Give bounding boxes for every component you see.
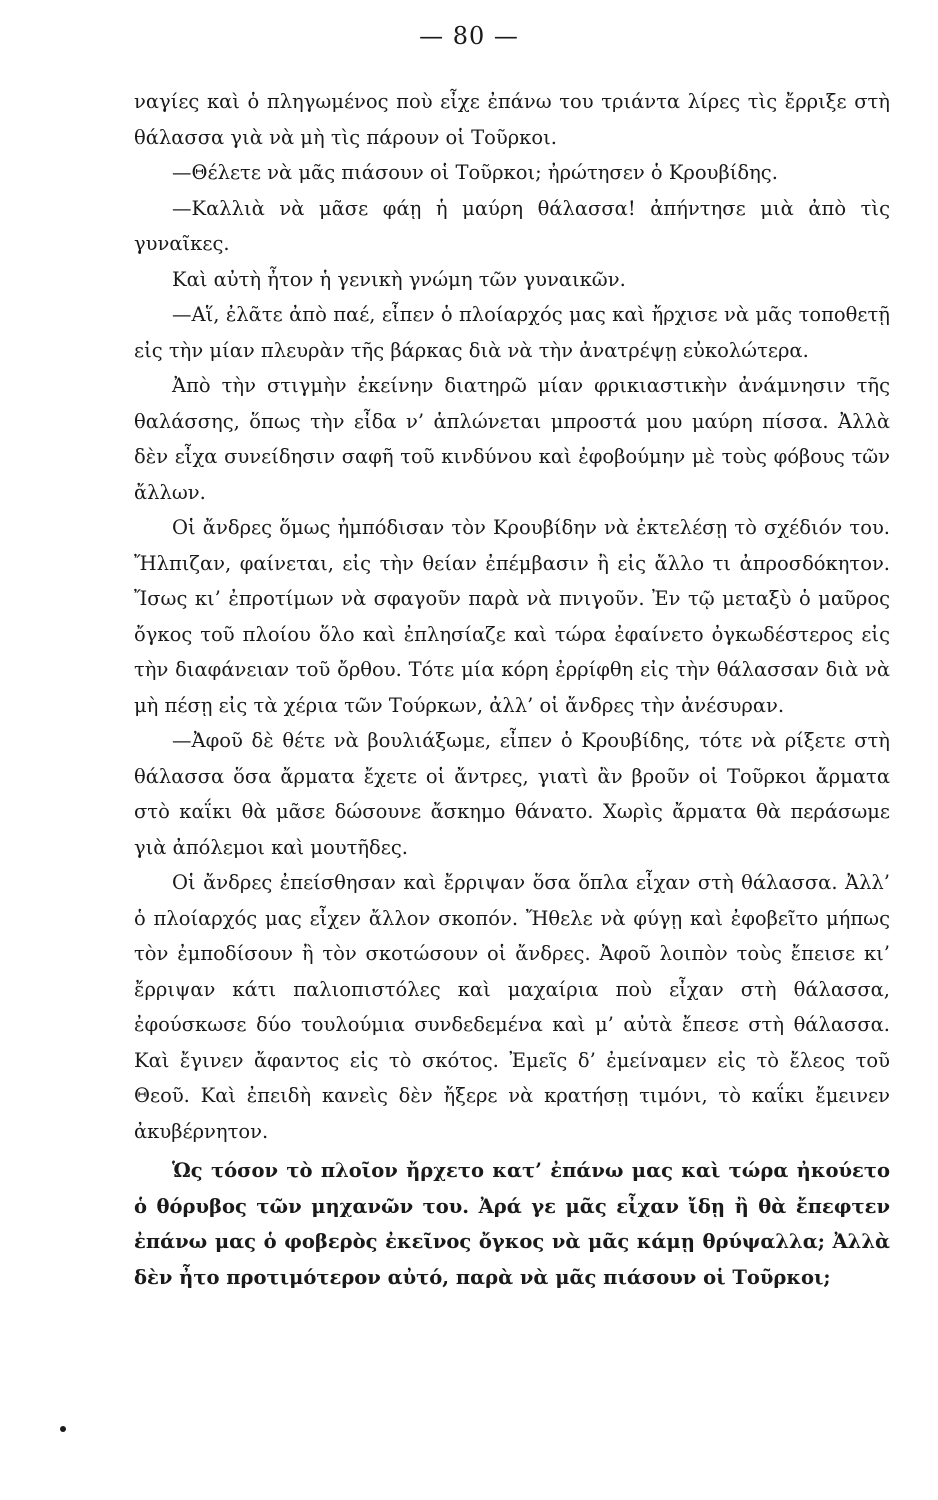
paragraph-3: —Καλλιὰ νὰ μᾶσε φάῃ ἡ μαύρη θάλασσα! ἀπήντησε μιὰ ἀπὸ τὶς γυναῖκες. [134, 196, 890, 255]
paragraph-4: Καὶ αὐτὴ ἦτον ἡ γενικὴ γνώμη τῶν γυναικῶν. [172, 267, 626, 291]
paragraph-8: —Ἀφοῦ δὲ θέτε νὰ βουλιάξωμε, εἶπεν ὁ Κρουβίδης, τότε νὰ ρίξετε στὴ θάλασσα ὅσα ἄρματα ἔχετε οἱ ἄντρες, γιατὶ ἂν βροῦν οἱ Τοῦρκοι ἄρματα στὸ καΐκι θὰ μᾶσε δώσουνε ἄσκημο θάνατο. Χωρὶς ἄρματα θὰ περάσωμε γιὰ ἀπόλεμοι καὶ μουτῆδες. [134, 729, 890, 859]
paragraph-7: Οἱ ἄνδρες ὅμως ἠμπόδισαν τὸν Κρουβίδην νὰ ἐκτελέσῃ τὸ σχέδιόν του. Ἤλπιζαν, φαίνεται, εἰς τὴν θείαν ἐπέμβασιν ἢ εἰς ἄλλο τι ἀπροσδόκητον. Ἴσως κι’ ἐπροτίμων νὰ σφαγοῦν παρὰ νὰ πνιγοῦν. Ἐν τῷ μεταξὺ ὁ μαῦρος ὄγκος τοῦ πλοίου ὅλο καὶ ἐπλησίαζε καὶ τώρα ἐφαίνετο ὀγκωδέστερος εἰς τὴν διαφάνειαν τοῦ ὄρθου. Τότε μία κόρη ἐρρίφθη εἰς τὴν θάλασσαν διὰ νὰ μὴ πέσῃ εἰς τὰ χέρια τῶν Τούρκων, ἀλλ’ οἱ ἄνδρες τὴν ἀνέσυραν. [134, 516, 890, 717]
paragraph-1: ναγίες καὶ ὁ πληγωμένος ποὺ εἶχε ἐπάνω του τριάντα λίρες τὶς ἔρριξε στὴ θάλασσα γιὰ νὰ μὴ τὶς πάρουν οἱ Τοῦρκοι. [134, 90, 890, 149]
paragraph-9: Οἱ ἄνδρες ἐπείσθησαν καὶ ἔρριψαν ὅσα ὅπλα εἶχαν στὴ θάλασσα. Ἀλλ’ ὁ πλοίαρχός μας εἶχεν ἄλλον σκοπόν. Ἤθελε νὰ φύγῃ καὶ ἐφοβεῖτο μήπως τὸν ἐμποδίσουν ἢ τὸν σκοτώσουν οἱ ἄνδρες. Ἀφοῦ λοιπὸν τοὺς ἔπεισε κι’ ἔρριψαν κάτι παλιοπιστόλες καὶ μαχαίρια ποὺ εἶχαν στὴ θάλασσα, ἐφούσκωσε δύο τουλούμια συνδεδεμένα καὶ μ’ αὐτὰ ἔπεσε στὴ θάλασσα. Καὶ ἔγινεν ἄφαντος εἰς τὸ σκότος. Ἐμεῖς δ’ ἐμείναμεν εἰς τὸ ἔλεος τοῦ Θεοῦ. Καὶ ἐπειδὴ κανεὶς δὲν ἤξερε νὰ κρατήσῃ τιμόνι, τὸ καΐκι ἔμεινεν ἀκυβέρνητον. [134, 871, 890, 1143]
body-text [134, 84, 890, 1295]
paragraph-2: —Θέλετε νὰ μᾶς πιάσουν οἱ Τοῦρκοι; ἠρώτησεν ὁ Κρουβίδης. [172, 161, 778, 184]
margin-dot [60, 1426, 66, 1432]
paragraph-5: —Αἵ, ἐλᾶτε ἀπὸ παέ, εἶπεν ὁ πλοίαρχός μας καὶ ἤρχισε νὰ μᾶς τοποθετῇ εἰς τὴν μίαν πλευρὰν τῆς βάρκας διὰ νὰ τὴν ἀνατρέψῃ εὐκολώτερα. [134, 303, 890, 362]
paragraph-10: Ὡς τόσον τὸ πλοῖον ἤρχετο κατ’ ἐπάνω μας καὶ τώρα ἠκούετο ὁ θόρυβος τῶν μηχανῶν του. Ἀρά γε μᾶς εἶχαν ἴδῃ ἢ θὰ ἔπεφτεν ἐπάνω μας ὁ φοβερὸς ἐκεῖνος ὄγκος νὰ μᾶς κάμῃ θρύψαλλα; Ἀλλὰ δὲν ἦτο προτιμότερον αὐτό, παρὰ νὰ μᾶς πιάσουν οἱ Τοῦρκοι; [134, 1159, 890, 1289]
page-number: — 80 — [419, 22, 519, 50]
paragraph-6: Ἀπὸ τὴν στιγμὴν ἐκείνην διατηρῶ μίαν φρικιαστικὴν ἀνάμνησιν τῆς θαλάσσης, ὅπως τὴν εἶδα ν’ ἁπλώνεται μπροστά μου μαύρη πίσσα. Ἀλλὰ δὲν εἶχα συνείδησιν σαφῆ τοῦ κινδύνου καὶ ἐφοβούμην μὲ τοὺς φόβους τῶν ἄλλων. [134, 374, 890, 504]
